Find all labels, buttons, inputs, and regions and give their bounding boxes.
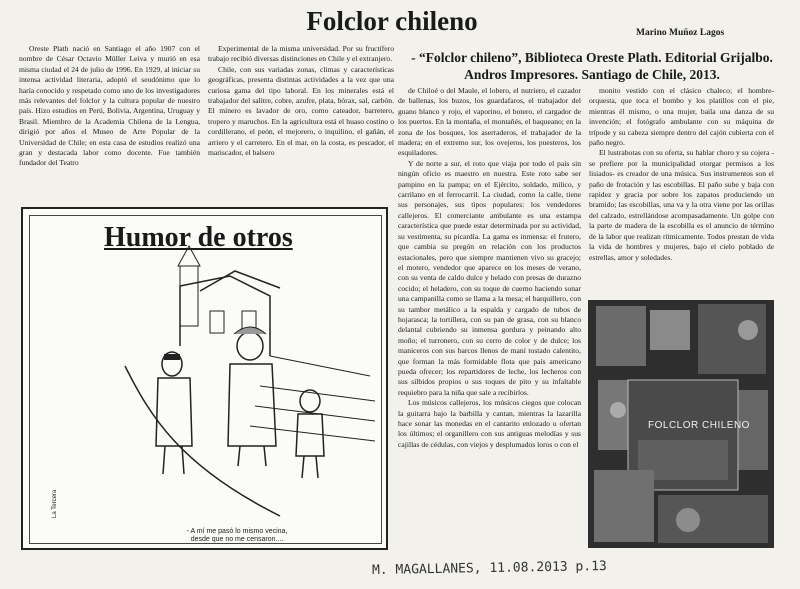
book-cover-title: FOLCLOR CHILENO — [648, 420, 750, 431]
paragraph: de Chiloé o del Maule, el lobero, el nutriero, el cazador de ballenas, los buzos, los guardafaros, el trabajador del guano blanco y rojo, el vaporino, el botero, el cargador de los puertos. En la montaña, el montañés, el baqueano; en la zona de los bosques, los aserraderos, el trabajador de la madera; en el extremo sur, los ovejeros, los puesteros, los esquiladores. — [398, 86, 581, 158]
paragraph: Experimental de la misma universidad. Por su fructífero trabajo recibió diversas distinciones en Chile y el extranjero. — [208, 44, 394, 64]
paragraph: monito vestido con el clásico chaleco; el hombre-orquesta, que toca el bombo y los platillos con el pie, mientras él mismo, o una mujer, baila una danza de su invención; el fotógrafo ambulante con su máquina de trípode y su cabeza siempre dentro del cajón cubierta con el paño negro. — [589, 86, 774, 148]
article-column-2 — [208, 44, 394, 234]
paragraph: Oreste Plath nació en Santiago el año 1907 con el nombre de César Octavio Müller Leiva y murió en esa misma ciudad el 24 de julio de 1996. En 1929, al iniciar su intensa actividad literaria, adoptó el seudónimo que lo haría conocido y respetado como uno de los investigadores más relevantes del folclor y la cultura popular de nuestro país. Hizo estudios en Perú, Bolivia, Argentina, Uruguay y Brasil. Miembro de la Academia Chilena de la Lengua, dirigió por años el Museo de Arte Popular de la Universidad de Chile; en esta casa de estudios realizó una gran y destacada labor como docente. Fue también fundador del Teatro — [19, 44, 200, 168]
article-column-4 — [589, 86, 774, 296]
paragraph: Chile, con sus variadas zonas, climas y características geográficas, presenta distintas actividades a la vez que una curiosa gama del tipo laboral. En los minerales está el trabajador del salitre, cobre, azufre, plata, bórax, sal, carbón. El minero es lavador de oro, como cateador, barretero, tropero y maruchos. En la agricultura está el huaso costino o cordillerano, el peón, el mejorero, o inquilino, el gañán, el arriero y el carretero. En el mar, en la costa, es pescador, el mariscador, el balsero — [208, 64, 394, 158]
comic-strip — [21, 207, 388, 550]
book-cover-photo — [588, 300, 774, 548]
handwritten-annotation: M. MAGALLANES, 11.08.2013 p.13 — [371, 558, 607, 579]
article-title: Folclor chileno — [306, 6, 478, 36]
paragraph: Y de norte a sur, el roto que viaja por todo el país sin ningún oficio es maestro en nuestra. Este roto sabe ser pampino en la pampa; en el Ejército, soldado, milico, y carrilano en el ferrocarril. La ciudad, como la calle, tiene sus personajes, sus tipos populares: los vendedores callejeros. El comerciante ambulante es una estampa característica que puede estar determinada por su actividad, su vestimenta, su picardía. La gama es inmensa: el frutero, que cambia su pregón en relación con los productos estacionales, pero que siempre mantienen vivo su gracejo; el motero, vendedor que aparece en los meses de verano, con su venta de caldo dulce y helado con presas de durazno cocido; el heladero, con su toque de cuerno haciendo sonar una campanilla como se llama a la mesa; el barquillero, con su tambor metálico a la espalda y cargado de tubos de hojarasca; la tortillera, con su pan de grasa, con su blanco delantal cubriendo su inmensa gordura y peinando alto moño; el turronero, con su cerro de color y de dulce; los maniceros con sus barcos llenos de maní tostado calentito, que forman la más formidable flota que país americano pueda ofrecer; los repartidores de leche, los lecheros con sus silbidos propios o sus toques de pito y su infaltable requiebro para la niña que sale a recibirlos. — [398, 158, 581, 397]
article-column-1 — [19, 44, 200, 234]
article-column-3 — [398, 86, 581, 556]
comic-frame — [29, 215, 382, 544]
article-author: Marino Muñoz Lagos — [636, 28, 725, 38]
comic-title: Humor de otros — [104, 222, 293, 253]
caption-line: desde que no me censaron.... — [190, 536, 284, 543]
comic-source-label: La Tercera — [52, 489, 58, 518]
book-reference: - “Folclor chileno”, Biblioteca Oreste Plath. Editorial Grijalbo. Andros Impresores. Santiago de Chile, 2013. — [411, 50, 773, 82]
comic-illustration — [30, 216, 381, 543]
paragraph: Los músicos callejeros, los músicos ciegos que colocan la guitarra bajo la barbilla y cantan, mientras la lazarilla hace sonar las monedas en el cantarito enlozado u ofertan los últimos; el organillero con sus antiguas melodías y sus cajillas de cédulas, con viejos y desplumados loros o con el — [398, 398, 581, 449]
caption-line: - A mí me pasó lo mismo vecina, — [186, 528, 288, 535]
paragraph: El lustrabotas con su oferta, su hablar choro y su cojera -se prefiere por la municipalidad otorgar permisos a los lisiados- es creador de una música. Sus instrumentos son el paño de frotación y las escobillas. El paño sube y baja con rapidez y gracia por sobre los zapatos produciendo un bramido; las escobillas, una va y la otra viene por las orillas del calzado, estrellándose acompasadamente. Un golpe con la parte de madera de la escobilla es el anuncio de término de la labor que realizan rítmicamente. Todos prestan de vida la vida de hombres y mujeres, bajo el cielo poblado de estrellas, amor y soledades. — [589, 148, 774, 262]
comic-caption — [162, 528, 312, 544]
